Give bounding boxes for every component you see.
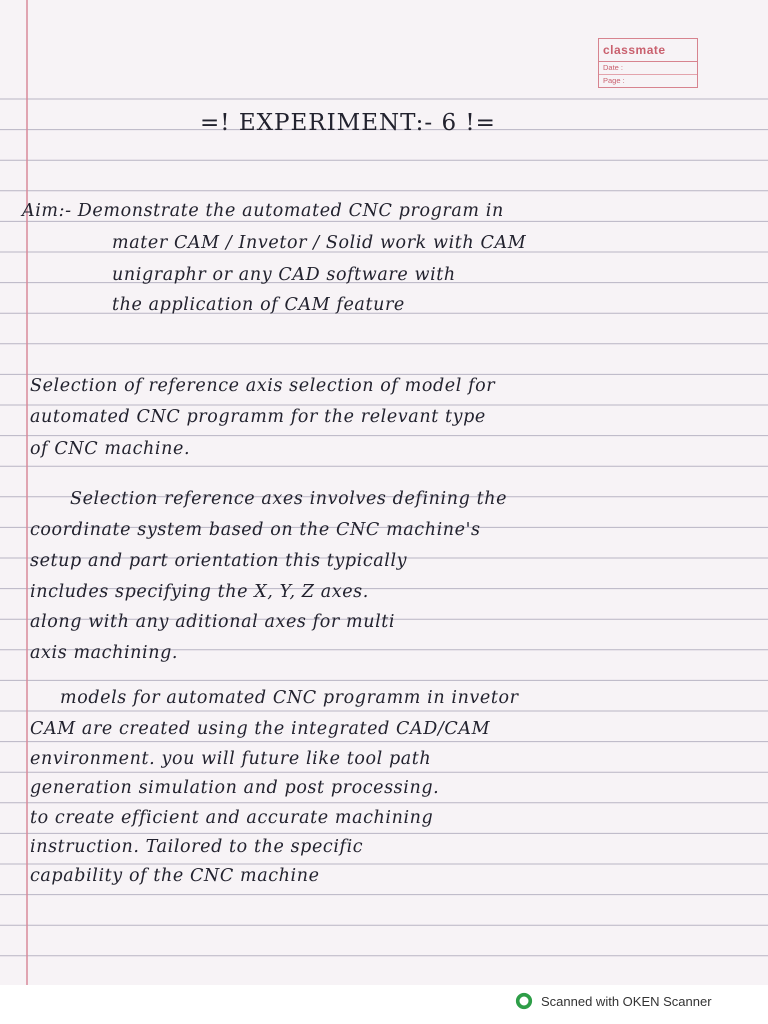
aim-line: Aim:- Demonstrate the automated CNC program in (22, 201, 504, 221)
section2-line: Selection reference axes involves defining the (70, 489, 508, 509)
aim-line: mater CAM / Invetor / Solid work with CAM (112, 233, 527, 253)
margin-line (26, 0, 28, 985)
aim-line: the application of CAM feature (112, 295, 405, 315)
section3-line: generation simulation and post processing. (30, 778, 440, 798)
date-label: Date : (599, 62, 697, 75)
section1-line: Selection of reference axis selection of model for (30, 376, 496, 396)
brand-name: classmate (599, 39, 697, 62)
experiment-title: =! EXPERIMENT:- 6 != (200, 110, 496, 136)
scanner-logo-icon (515, 992, 533, 1010)
section3-line: to create efficient and accurate machining (30, 808, 434, 828)
section2-line: includes specifying the X, Y, Z axes. (30, 582, 369, 602)
section2-line: setup and part orientation this typically (30, 551, 408, 571)
section2-line: axis machining. (30, 643, 179, 663)
page-label: Page : (603, 76, 625, 85)
section3-line: capability of the CNC machine (30, 866, 320, 886)
scanner-watermark (515, 990, 712, 1012)
section2-line: coordinate system based on the CNC machine's (30, 520, 481, 540)
section2-line: along with any aditional axes for multi (30, 612, 396, 632)
section1-line: of CNC machine. (30, 439, 191, 459)
section1-line: automated CNC programm for the relevant type (30, 407, 486, 427)
aim-line: unigraphr or any CAD software with (112, 265, 456, 285)
scanner-watermark-text: Scanned with OKEN Scanner (541, 993, 712, 1009)
section3-line: models for automated CNC programm in invetor (60, 688, 519, 708)
section3-line: CAM are created using the integrated CAD/CAM (30, 719, 491, 739)
section3-line: instruction. Tailored to the specific (30, 837, 364, 857)
notebook-brand-box (598, 38, 698, 88)
section3-line: environment. you will future like tool path (30, 749, 432, 769)
